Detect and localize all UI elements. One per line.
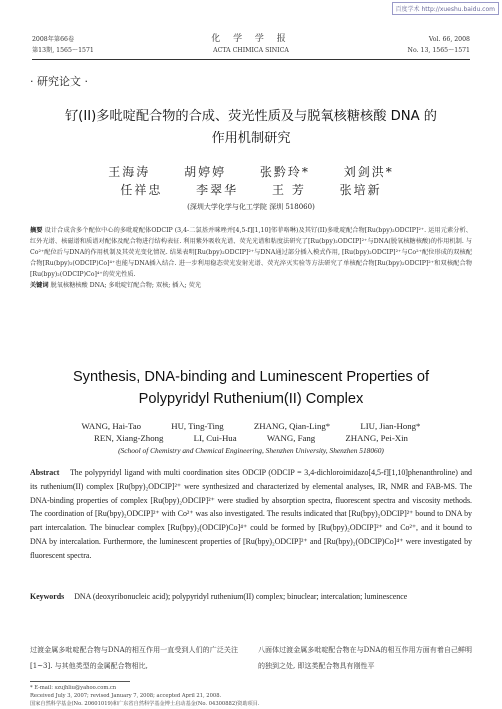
body-text-right-column: 八面体过渡金属多吡啶配合物在与DNA的相互作用方面有着自己鲜明的独到之处, 即这类配合物具有刚性平 — [258, 646, 472, 670]
author-name: WANG, Fang — [266, 433, 316, 443]
english-title-line-1: Synthesis, DNA-binding and Luminescent Properties of — [72, 369, 430, 385]
header-issue-en: No. 13, 1565～1571 — [407, 47, 470, 54]
watermark-stamp: 百度学术 http://xueshu.baidu.com — [392, 2, 499, 15]
author-name: 胡婷婷 — [184, 165, 227, 179]
chinese-abstract — [30, 226, 472, 291]
chinese-authors — [0, 163, 502, 199]
author-name: ZHANG, Qian-Ling* — [253, 421, 331, 431]
english-abstract-label: Abstract — [30, 468, 60, 477]
chinese-abstract-label: 摘要 — [30, 227, 43, 234]
english-affiliation: (School of Chemistry and Chemical Engineering, Shenzhen University, Shenzhen 518060) — [118, 446, 384, 455]
chinese-abstract-text: 设计合成含多个配位中心的多吡啶配体ODCIP (3,4-二氯基并咪唑并[4,5-f][1,10]邻菲咯啉)及其钌(II)多吡啶配合物[Ru(bpy)₂ODCIP]²⁺. 运用元素分析、红外光谱、核磁谱和质谱对配体及配合物进行结构表征. 利用紫外吸收光谱、荧光光谱和粘度法研究了[Ru(bpy)₂ODCIP]²⁺与DNA(脱氧核糖核酸)的作用机制. 与Co²⁺配位后与DNA的作用机制及其荧光变化情况. 结果表明[Ru(bpy)₂ODCIP]²⁺与DNA通过部分插入模式作用, [Ru(bpy)₂ODCIP]²⁺与Co²⁺配位形成的双核配合物[Ru(bpy)₂(ODCIP)Co]⁴⁺也能与DNA插入结合. 进一步利用稳态荧光发射光谱、荧光淬灭实验等方法研究了单核配合物[Ru(bpy)₂ODCIP]²⁺和双核配合物[Ru(bpy)₂(ODCIP)Co]⁴⁺的荧光性质. — [30, 227, 472, 278]
english-title-line-2: Polypyridyl Ruthenium(II) Complex — [138, 391, 364, 407]
author-name: HU, Ting-Ting — [171, 421, 224, 431]
chinese-title — [0, 106, 502, 150]
footnote-email: * E-mail: szujhliu@yahoo.com.cn — [30, 685, 117, 691]
footnote-received: Received July 3, 2007; revised January 7, 2008; accepted April 21, 2008. — [30, 693, 222, 699]
chinese-title-line-2: 作用机制研究 — [211, 131, 291, 146]
english-authors — [0, 420, 502, 444]
english-abstract — [30, 466, 472, 563]
journal-header — [32, 34, 470, 60]
author-name: 张培新 — [339, 183, 382, 197]
chinese-title-line-1: 钌(II)多吡啶配合物的合成、荧光性质及与脱氧核糖核酸 DNA 的 — [65, 109, 437, 124]
chinese-keywords-label: 关键词 — [30, 281, 49, 289]
author-name: 李翠华 — [196, 183, 239, 197]
english-authors-row-1 — [0, 420, 502, 432]
header-center — [32, 34, 470, 56]
author-name: 王海涛 — [108, 165, 151, 179]
english-keywords — [30, 590, 472, 604]
author-name: WANG, Hai-Tao — [81, 421, 142, 431]
body-text-left-column: 过渡金属多吡啶配合物与DNA的相互作用一直受到人们的广泛关注[1~3]. 与其他类型的金属配合物相比, — [30, 646, 238, 670]
author-name: 刘剑洪* — [343, 165, 394, 179]
chinese-keywords — [30, 281, 472, 292]
chinese-authors-row-1 — [0, 163, 502, 181]
english-title — [0, 366, 502, 410]
chinese-keywords-text: 脱氧核糖核酸 DNA; 多吡啶钌配合物; 双核; 插入; 荧光 — [50, 281, 202, 289]
author-name: 王 芳 — [272, 183, 306, 197]
english-keywords-text: DNA (deoxyribonucleic acid); polypyridyl ruthenium(II) complex; binuclear; intercalation; luminescence — [74, 592, 408, 601]
journal-name-cn: 化 学 学 报 — [211, 34, 291, 44]
author-name: 张黔玲* — [259, 165, 310, 179]
chinese-affiliation: (深圳大学化学与化工学院 深圳 518060) — [187, 203, 315, 211]
footnote-funding: 国家自然科学基金(No. 20601019)和广东省自然科学基金博士启动基金(No. 04300882)资助项目. — [30, 701, 260, 707]
english-abstract-text: The polypyridyl ligand with multi coordination sites ODCIP (ODCIP = 3,4-dichloroimidazo[4,5-f][1,10]phenanthroline) and its ruthenium(II) complex [Ru(bpy)₂ODCIP]²⁺ were synthesized and characterized by elemental analyses, IR, NMR and FAB-MS. The DNA-binding properties of complex [Ru(bpy)₂ODCIP]²⁺ were studied by absorption spectra, fluorescent spectra and viscosity methods. The coordination of [Ru(bpy)₂ODCIP]²⁺ with Co²⁺ was also investigated. The results indicated that [Ru(bpy)₂ODCIP]²⁺ bound to DNA by part intercalation. The binuclear complex [Ru(bpy)₂(ODCIP)Co]⁴⁺ could be formed by [Ru(bpy)₂ODCIP]²⁺ and Co²⁺, and it bound to DNA by intercalation. Furthermore, the luminescent properties of [Ru(bpy)₂ODCIP]²⁺ and [Ru(bpy)₂(ODCIP)Co]⁴⁺ were investigated by fluorescent spectra. — [30, 468, 472, 560]
chinese-authors-row-2 — [0, 181, 502, 199]
english-authors-row-2 — [0, 432, 502, 444]
author-name: 任祥忠 — [120, 183, 163, 197]
header-right — [408, 34, 470, 56]
section-label: · 研究论文 · — [30, 75, 88, 88]
author-name: REN, Xiang-Zhong — [94, 433, 164, 443]
author-name: LIU, Jian-Hong* — [360, 421, 421, 431]
english-keywords-label: Keywords — [30, 592, 65, 601]
footnote-rule — [30, 681, 130, 682]
journal-name-en: ACTA CHIMICA SINICA — [213, 47, 289, 54]
author-name: LI, Cui-Hua — [193, 433, 237, 443]
header-volume-en: Vol. 66, 2008 — [428, 36, 470, 43]
header-year-volume: 2008年第66卷 — [32, 36, 75, 43]
header-rule — [32, 59, 470, 60]
header-issue-pages: 第13期, 1565～1571 — [32, 47, 94, 54]
author-name: ZHANG, Pei-Xin — [345, 433, 408, 443]
